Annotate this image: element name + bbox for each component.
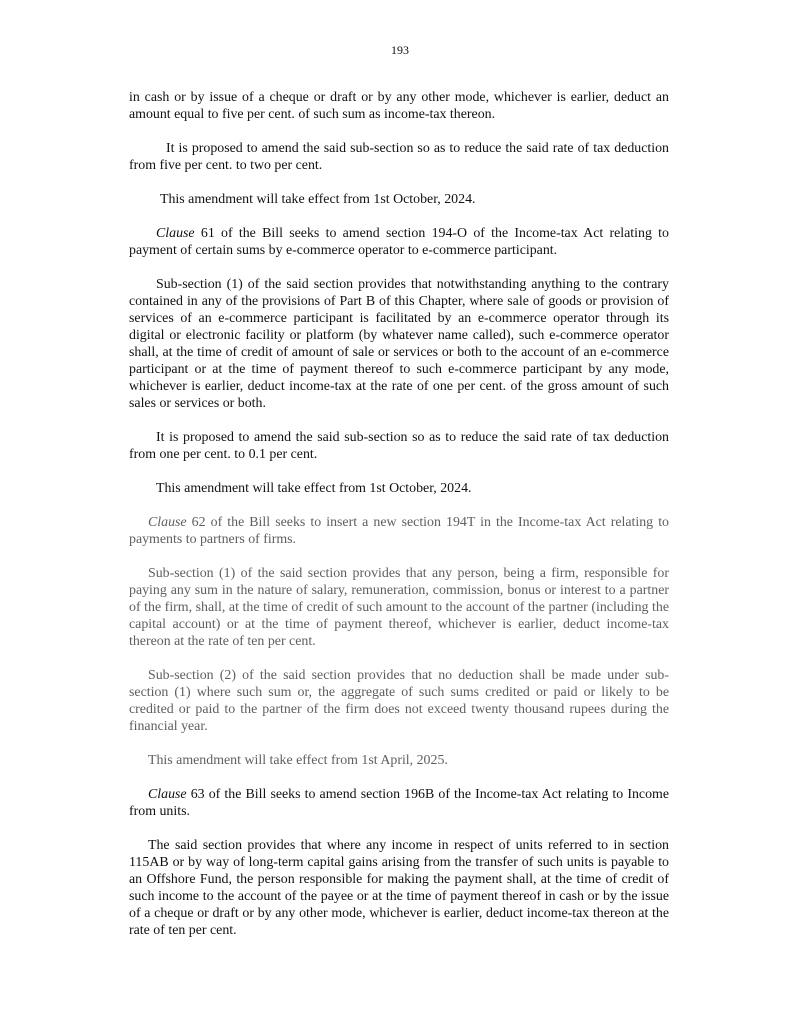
clause-63-text: 63 of the Bill seeks to amend section 196B of the Income-tax Act relating to Income from units. (129, 787, 669, 819)
document-body (129, 89, 669, 956)
paragraph-194t-subsection-1: Sub-section (1) of the said section provides that any person, being a firm, responsible for paying any sum in the nature of salary, remuneration, commission, bonus or interest to a partner of the firm, shall, at the time of credit of such amount to the account of the partner (including the capital account) or at the time of payment thereof, whichever is earlier, deduct income-tax thereon at the rate of ten per cent. (129, 566, 669, 649)
paragraph-effective-date-2: This amendment will take effect from 1st October, 2024. (156, 481, 472, 496)
paragraph-clause-61 (129, 225, 669, 259)
clause-62-text: 62 of the Bill seeks to insert a new section 194T in the Income-tax Act relating to payments to partners of firms. (129, 515, 669, 547)
paragraph-proposal-194o: It is proposed to amend the said sub-section so as to reduce the said rate of tax deduction from one per cent. to 0.1 per cent. (129, 430, 669, 462)
paragraph-proposal-194h: It is proposed to amend the said sub-section so as to reduce the said rate of tax deduction from five per cent. to two per cent. (129, 141, 669, 173)
paragraph-clause-62 (129, 514, 669, 548)
clause-61-text: 61 of the Bill seeks to amend section 194-O of the Income-tax Act relating to payment of certain sums by e-commerce operator to e-commerce participant. (129, 226, 669, 258)
clause-label: Clause (148, 515, 187, 530)
page-number: 193 (391, 43, 409, 57)
clause-label: Clause (148, 787, 187, 802)
paragraph-effective-date-3: This amendment will take effect from 1st April, 2025. (148, 753, 448, 768)
paragraph-196b-provision: The said section provides that where any income in respect of units referred to in section 115AB or by way of long-term capital gains arising from the transfer of such units is payable to an Offshore Fund, the person responsible for making the payment shall, at the time of credit of such income to the account of the payee or at the time of payment thereof in cash or by the issue of a cheque or draft or by any other mode, whichever is earlier, deduct income-tax thereon at the rate of ten per cent. (129, 838, 669, 938)
paragraph-194o-subsection-1: Sub-section (1) of the said section provides that notwithstanding anything to the contrary contained in any of the provisions of Part B of this Chapter, where sale of goods or provision of services of an e-commerce participant is facilitated by an e-commerce operator through its digital or electronic facility or platform (by whatever name called), such e-commerce operator shall, at the time of credit of amount of sale or services or both to the account of an e-commerce participant or at the time of payment thereof to such e-commerce participant by any mode, whichever is earlier, deduct income-tax at the rate of one per cent. of the gross amount of such sales or services or both. (129, 277, 669, 411)
clause-label: Clause (156, 226, 195, 241)
paragraph-effective-date-1: This amendment will take effect from 1st October, 2024. (160, 192, 476, 207)
paragraph-continuation: in cash or by issue of a cheque or draft or by any other mode, whichever is earlier, deduct an amount equal to five per cent. of such sum as income-tax thereon. (129, 90, 669, 122)
paragraph-clause-63 (129, 786, 669, 820)
paragraph-194t-subsection-2: Sub-section (2) of the said section provides that no deduction shall be made under sub-section (1) where such sum or, the aggregate of such sums credited or paid or likely to be credited or paid to the partner of the firm does not exceed twenty thousand rupees during the financial year. (129, 668, 669, 734)
